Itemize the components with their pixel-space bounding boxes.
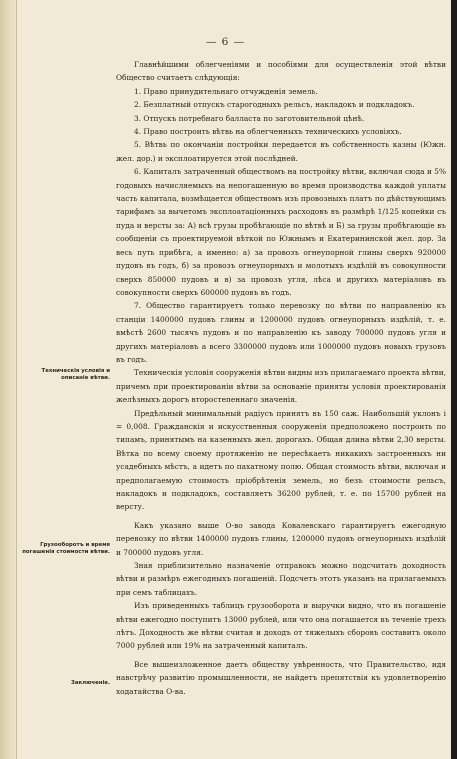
paragraph: Главнѣйшими облегченіями и пособіями для осуществленія этой вѣтви Общество считаетъ слѣдующія: [116, 60, 446, 83]
paragraph: Зная приблизительно назначеніе отправокъ можно подсчитать доходность вѣтви и размѣръ ежегодныхъ погашеній. Подсчетъ этотъ указанъ на прилагаемыхъ при семъ таблицахъ. [116, 561, 446, 597]
page-number: — 6 — [205, 36, 246, 48]
paragraph: Все вышеизложенное даетъ обществу увѣренность, что Правительство, идя навстрѣчу развитію промышленности, не найдетъ препятствія къ удовлетворенію ходатайства О-ва. [116, 659, 446, 696]
paragraph: 4. Право построить вѣтвь на облегченныхъ техническихъ условіяхъ. [134, 127, 402, 137]
paragraph: 5. Вѣтвь по окончаніи постройки передается въ собственность казны (Южн. жел. дор.) и эксплоатируется этой послѣдней. [116, 140, 446, 163]
paragraph: 7. Общество гарантируетъ только перевозку по вѣтви по направленію къ станціи 1400000 пудовъ глины и 1200000 пудовъ огнеупорныхъ издѣлій, т. е. вмѣстѣ 2600 тысячъ пудовъ и по направленію къ заводу 700000 пудовъ угля и другихъ матеріаловъ а всего 3300000 пудовъ или 1000000 пудовъ новыхъ грузовъ въ годъ. [116, 301, 446, 364]
paragraph: Техническія условія сооруженія вѣтви видны изъ прилагаемаго проекта вѣтви, причемъ при проектированіи вѣтви за основаніе приняты условія проектированія желѣзныхъ дорогъ второстепеннаго значенія. [116, 368, 446, 405]
sidenote-conclusion: Заключеніе. [71, 680, 110, 686]
paragraph: 1. Право принудительнаго отчужденія земель. [134, 86, 318, 96]
paragraph: 3. Отпускъ потребнаго балласта по заготовительной цѣнѣ. [134, 113, 365, 123]
sidenote-freight-turnover: Грузооборотъ и время погашенія стоимости вѣтви. [22, 542, 110, 555]
paragraph: 6. Капиталъ затраченный обществомъ на постройку вѣтви, включая сюда и 5% годовыхъ начисляемыхъ на непогашенную во время производства каждой уплаты часть капитала, возмѣщается обществомъ изъ провозныхъ платъ по дѣйствующимъ тарифамъ за вычетомъ эксплоатаціонныхъ расходовъ въ размѣрѣ 1/125 копейки съ пуда и версты за: А) всѣ грузы пробѣгающіе по вѣтвѣ и Б) за грузы пробѣгающіе въ сообщеніи съ проектируемой вѣткой по Южнымъ и Екатерининской жел. дор. За весь путь прибѣга, а именно: а) за провозъ огнеупорной глины сверхъ 920000 пудовъ въ годъ, б) за провозъ огнеупорныхъ и молотыхъ издѣлій въ совокупности сверхъ 850000 пудовъ и в) за провозъ угля, лѣса и другихъ матеріаловъ въ совокупности сверхъ 600000 пудовъ въ годъ. [116, 167, 446, 297]
page-edge-shadow [451, 0, 457, 759]
paragraph: Предѣльный минимальный радіусъ принятъ въ 150 саж. Наибольшій уклонъ i = 0,008. Гражданскія и искусственныя сооруженія предположено построить по типамъ, принятымъ на казенныхъ жел. дорогахъ. Общая длина вѣтви 2,30 версты. Вѣтка по всему своему протяженію не пересѣкаетъ никакихъ застроенныхъ ни усадебныхъ мѣстъ, а идетъ по пахатному полю. Общая стоимость вѣтви, включая и предполагаемую стоимость пріобрѣтенія земель, но безъ стоимости рельсъ, накладокъ и подкладокъ, составляетъ 36200 рублей, т. е. по 15700 рублей на версту. [116, 408, 446, 512]
binding-edge [0, 0, 17, 759]
sidenote-technical-conditions: Техническія условія и описаніе вѣтви. [41, 368, 110, 381]
paragraph: Какъ указано выше О-во завода Ковалевскаго гарантируетъ ежегодную перевозку по вѣтви 1400000 пудовъ глины, 1200000 пудовъ огнеупорныхъ издѣлій и 700000 пудовъ угля. [116, 520, 446, 557]
paragraph: 2. Безплатный отпускъ старогодныхъ рельсъ, накладокъ и подкладокъ. [134, 100, 415, 110]
body-text [116, 58, 446, 698]
paragraph: Изъ приведенныхъ таблицъ грузооборота и выручки видно, что въ погашеніе вѣтви ежегодно поступитъ 13000 рублей, или что она погашается въ теченіе трехъ лѣтъ. Доходность же вѣтви считая и доходъ от тяжелыхъ сборовъ составитъ около 7000 рублей или 19% на затраченный капиталъ. [116, 601, 446, 651]
